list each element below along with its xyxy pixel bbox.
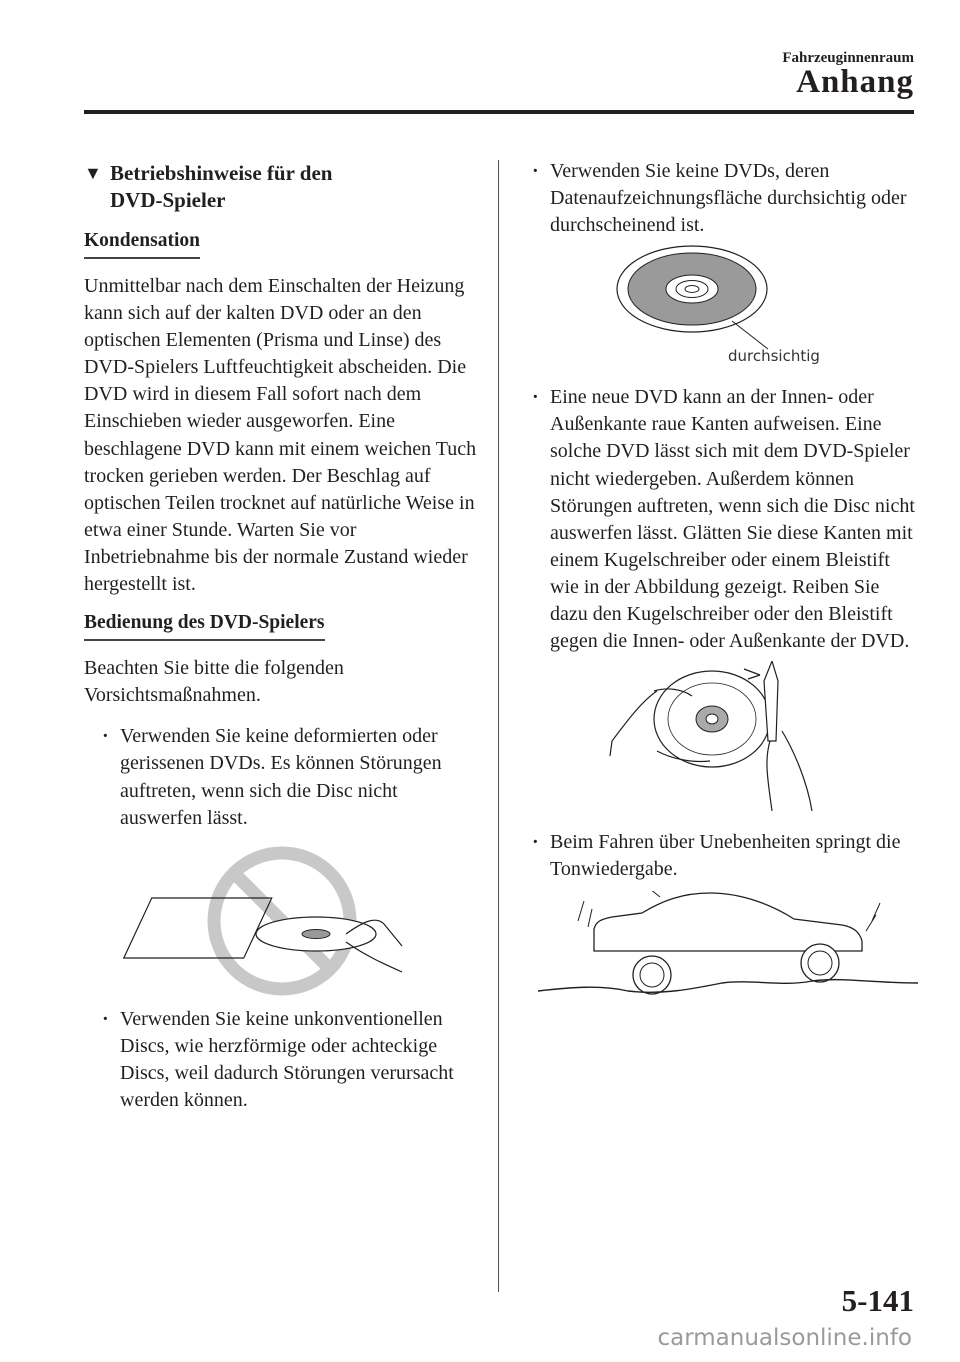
pen-smoothing-disc-illustration: [532, 661, 918, 811]
header-rule: [84, 110, 914, 114]
section-heading: [84, 160, 480, 214]
caption-transparent: durchsichtig: [728, 347, 820, 366]
list-item: [532, 384, 918, 655]
figure-transparent-disc: [532, 239, 918, 374]
section-heading-line2: DVD-Spieler: [110, 188, 226, 212]
kondensation-heading: Kondensation: [84, 230, 200, 259]
list-item: [532, 829, 918, 883]
bullet-text: Verwenden Sie keine unkonventionellen Discs, wie herzförmige oder achteckige Discs, weil dadurch Störungen verursacht werden können.: [120, 1007, 454, 1111]
figure-bumpy-road: [532, 891, 918, 1011]
bullet-dot-icon: ·: [532, 386, 539, 409]
list-item: [102, 1006, 480, 1114]
triangle-bullet-icon: ▼: [84, 163, 102, 183]
section-label: Fahrzeuginnenraum: [782, 50, 914, 66]
bedienung-intro: Beachten Sie bitte die folgenden Vorsichtsmaßnahmen.: [84, 657, 344, 707]
figure-smoothing-edges: [532, 661, 918, 811]
chapter-title: Anhang: [796, 64, 914, 100]
section-heading-line1: Betriebshinweise für den: [110, 161, 333, 185]
bullet-text: Beim Fahren über Unebenheiten springt die Tonwiedergabe.: [550, 831, 901, 881]
right-column: [532, 158, 918, 1011]
bullet-dot-icon: ·: [532, 160, 539, 182]
bullet-text: Eine neue DVD kann an der Innen- oder Außenkante raue Kanten aufweisen. Eine solche DVD lässt sich mit dem DVD-Spieler nicht wiedergeben. Außerdem können Störungen auftreten, wenn sich die Disc nicht auswerfen lässt. Glätten Sie diese Kanten mit einem Kugelschreiber oder einem Bleistift wie in der Abbildung gezeigt. Reiben Sie dazu den Kugelschreiber oder den Bleistift gegen die Innen- oder Außenkante der DVD.: [550, 386, 915, 653]
bullet-text: Verwenden Sie keine deformierten oder gerissenen DVDs. Es können Störungen auftreten, wenn sich die Disc nicht auswerfen lässt.: [120, 725, 442, 829]
bedienung-heading: Bedienung des DVD-Spielers: [84, 612, 325, 641]
list-item: [102, 723, 480, 831]
column-divider: [498, 160, 499, 1292]
watermark: carmanualsonline.info: [657, 1325, 912, 1351]
figure-prohibited-insertion: [84, 846, 480, 996]
bullet-dot-icon: ·: [102, 1007, 109, 1030]
kondensation-text: Unmittelbar nach dem Einschalten der Heizung kann sich auf der kalten DVD oder an den optischen Elementen (Prisma und Linse) des DVD-Spielers Luftfeuchtigkeit abscheiden. Die DVD wird in diesem Fall sofort nach dem Einschieben wieder ausgeworfen. Eine beschlagene DVD kann mit einem weichen Tuch trocken gerieben werden. Der Beschlag auf optischen Teilen trocknet auf natürliche Weise in etwa einer Stunde. Warten Sie vor Inbetriebnahme bis der normale Zustand wieder hergestellt ist.: [84, 275, 477, 596]
prohibited-disc-illustration: [84, 846, 480, 996]
left-column: [84, 160, 480, 1114]
list-item: [532, 158, 918, 239]
car-on-bumpy-road-illustration: [532, 891, 918, 1011]
bullet-dot-icon: ·: [102, 725, 109, 748]
bullet-dot-icon: ·: [532, 831, 539, 854]
page-number: 5-141: [841, 1283, 914, 1318]
bullet-text: Verwenden Sie keine DVDs, deren Datenaufzeichnungsfläche durchsichtig oder durchscheinend ist.: [550, 160, 907, 237]
transparent-disc-illustration: [532, 239, 918, 374]
